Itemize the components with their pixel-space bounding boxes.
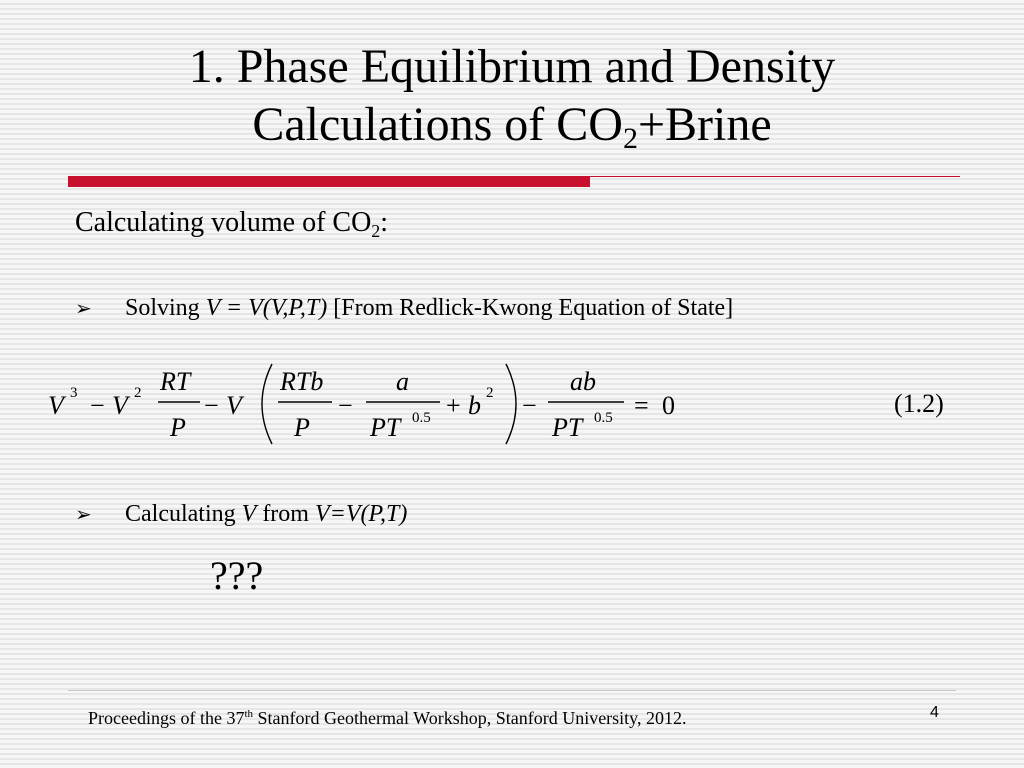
- eq-pt-den-1: PT: [370, 413, 401, 442]
- eq-ab-num: ab: [570, 367, 596, 396]
- title-underline-thin: [590, 176, 960, 177]
- eq-a-num: a: [396, 367, 409, 396]
- title-subscript: 2: [622, 122, 638, 155]
- footer-citation: [88, 708, 687, 729]
- arrow-bullet-icon: ➢: [75, 296, 92, 320]
- bullet-solving: [75, 295, 733, 322]
- bullet-mid: from: [256, 501, 315, 527]
- eq-p-den-1: P: [170, 413, 186, 442]
- eq-rt-num: RT: [160, 367, 191, 396]
- footer-text-rest: Stanford Geothermal Workshop, Stanford University, 2012.: [253, 708, 687, 728]
- eq-minus-3: −: [338, 391, 353, 420]
- eq-pt-den-2: PT: [552, 413, 583, 442]
- eq-plus: +: [446, 391, 461, 420]
- subhead-text: Calculating volume of CO: [75, 207, 372, 238]
- bullet-suffix: [From Redlick-Kwong Equation of State]: [327, 295, 734, 321]
- bullet-text: [125, 295, 733, 322]
- eq-exp-2-b: 2: [486, 385, 494, 401]
- title-line-2-suffix: +Brine: [637, 98, 772, 151]
- slide-title: [0, 38, 1024, 154]
- eq-v-cubed: V: [48, 391, 64, 420]
- section-subheading: [75, 207, 388, 239]
- eq-right-paren: [506, 364, 516, 444]
- eq-minus-2: −: [204, 391, 219, 420]
- bullet-prefix: Calculating: [125, 501, 242, 527]
- eq-exp-3: 3: [70, 385, 78, 401]
- eq-zero: 0: [662, 391, 675, 420]
- eq-v-factor: V: [226, 391, 242, 420]
- eq-left-paren: [262, 364, 272, 444]
- question-marks: ???: [210, 553, 264, 598]
- equation-number: (1.2): [894, 389, 944, 418]
- footer-superscript: th: [244, 708, 254, 720]
- bullet-math: V = V(V,P,T): [205, 295, 328, 321]
- redlich-kwong-equation: [40, 352, 740, 452]
- eq-exp-05-2: 0.5: [594, 410, 613, 426]
- footer-divider: [68, 690, 956, 691]
- eq-minus-4: −: [522, 391, 537, 420]
- eq-minus-1: −: [90, 391, 105, 420]
- bullet-prefix: Solving: [125, 295, 206, 321]
- bullet-text: [125, 501, 407, 528]
- eq-exp-05-1: 0.5: [412, 410, 431, 426]
- title-line-1: 1. Phase Equilibrium and Density: [188, 40, 836, 93]
- bullet-calculating: [75, 501, 407, 528]
- page-number: 4: [930, 704, 939, 721]
- bullet-math: V=V(P,T): [314, 501, 408, 527]
- subhead-subscript: 2: [371, 221, 381, 241]
- eq-v-squared: V: [112, 391, 128, 420]
- footer-text: Proceedings of the 37: [88, 708, 245, 728]
- eq-exp-2: 2: [134, 385, 142, 401]
- eq-equals: =: [634, 391, 649, 420]
- eq-p-den-2: P: [294, 413, 310, 442]
- title-line-2-text: Calculations of CO: [252, 98, 623, 151]
- eq-rtb-num: RTb: [280, 367, 324, 396]
- eq-b: b: [468, 391, 481, 420]
- bullet-var: V: [241, 501, 257, 527]
- arrow-bullet-icon: ➢: [75, 502, 92, 526]
- subhead-colon: :: [380, 207, 389, 238]
- title-underline-bar: [68, 176, 590, 187]
- title-line-2: [0, 96, 1024, 154]
